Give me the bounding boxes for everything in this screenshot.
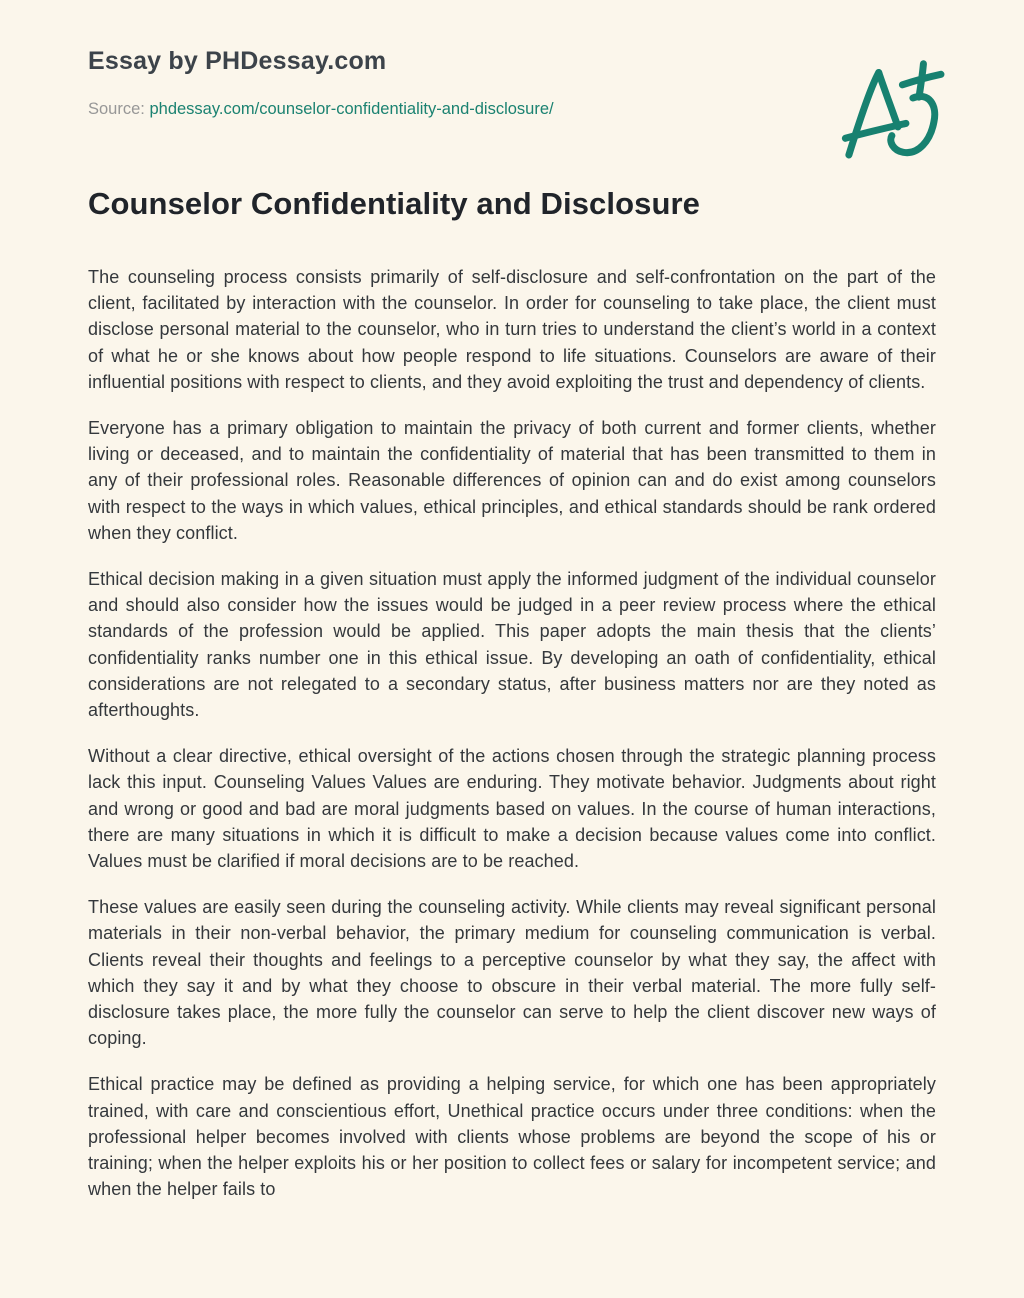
source-label: Source: <box>88 100 145 118</box>
essay-paragraph-5: These values are easily seen during the counseling activity. While clients may reveal significant personal materials in their non-verbal behavior, the primary medium for counseling communication is verbal. Clients reveal their thoughts and feelings to a perceptive counselor by what they say, the affect with which they say it and by what they choose to obscure in their verbal material. The more fully self-disclosure takes place, the more fully the counselor can serve to help the client discover new ways of coping. <box>88 897 936 1049</box>
byline: Essay by PHDessay.com <box>88 47 387 75</box>
source-link[interactable]: phdessay.com/counselor-confidentiality-and-disclosure/ <box>149 100 554 118</box>
essay-title: Counselor Confidentiality and Disclosure <box>88 186 701 221</box>
phdessay-logo <box>841 55 955 169</box>
essay-paragraph-3: Ethical decision making in a given situation must apply the informed judgment of the individual counselor and should also consider how the issues would be judged in a peer review process where the ethical standards of the profession would be applied. This paper adopts the main thesis that the clients’ confidentiality ranks number one in this ethical issue. By developing an oath of confidentiality, ethical considerations are not relegated to a secondary status, after business matters nor are they noted as afterthoughts. <box>88 569 936 721</box>
essay-paragraph-4: Without a clear directive, ethical oversight of the actions chosen through the strategic planning process lack this input. Counseling Values Values are enduring. They motivate behavior. Judgments about right and wrong or good and bad are moral judgments based on values. In the course of human interactions, there are many situations in which it is difficult to make a decision because values come into conflict. Values must be clarified if moral decisions are to be reached. <box>88 746 936 872</box>
a-plus-logo-icon <box>841 156 955 173</box>
essay-body <box>88 264 936 1252</box>
source-line <box>88 98 936 120</box>
essay-paragraph-1: The counseling process consists primarily of self-disclosure and self-confrontation on the part of the client, facilitated by interaction with the counselor. In order for counseling to take place, the client must disclose personal material to the counselor, who in turn tries to understand the client’s world in a context of what he or she knows about how people respond to life situations. Counselors are aware of their influential positions with respect to clients, and they avoid exploiting the trust and dependency of clients. <box>88 267 936 392</box>
essay-paragraph-6: Ethical practice may be defined as providing a helping service, for which one has been appropriately trained, with care and conscientious effort, Unethical practice occurs under three conditions: when the professional helper becomes involved with clients whose problems are beyond the scope of his or training; when the helper exploits his or her position to collect fees or salary for incompetent service; and when the helper fails to <box>88 1074 936 1200</box>
essay-paragraph-2: Everyone has a primary obligation to maintain the privacy of both current and former clients, whether living or deceased, and to maintain the confidentiality of material that has been transmitted to them in any of their professional roles. Reasonable differences of opinion can and do exist among counselors with respect to the ways in which values, ethical principles, and ethical standards should be rank ordered when they conflict. <box>88 418 936 543</box>
